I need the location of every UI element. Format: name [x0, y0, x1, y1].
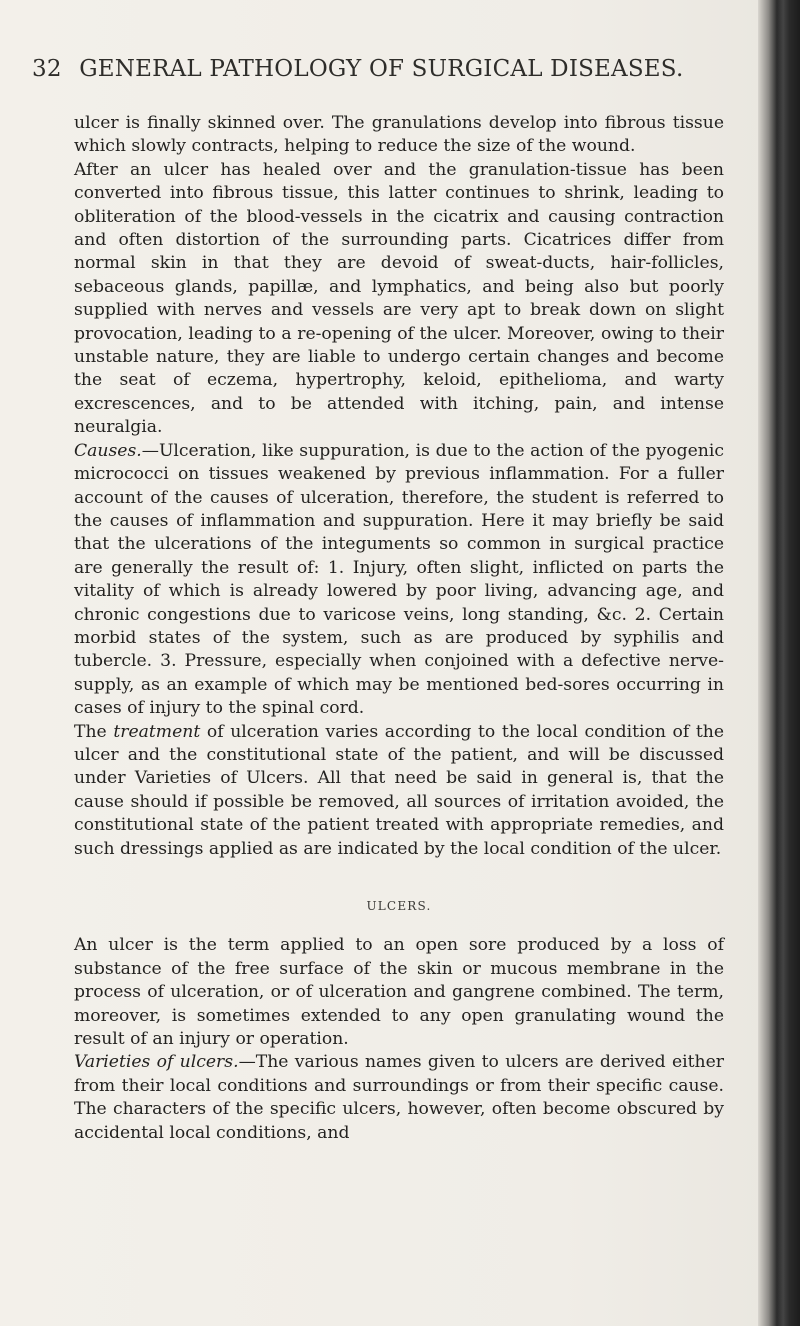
paragraph-text: After an ulcer has healed over and the granulation-tissue has been converted into fibrous tissue, this latter continues to shrink, leading to obliteration of the blood-vessels in the cicatrix and causing contraction and often distortion of the surrounding parts. Cicatrices differ from normal skin in that they are devoid of sweat-ducts, hair-follicles, sebaceous glands, papillæ, and lymphatics, and being also but poorly supplied with nerves and vessels are very apt to break down on slight provocation, leading to a re-opening of the ulcer. Moreover, owing to their unstable nature, they are liable to undergo certain changes and become the seat of eczema, hypertrophy, keloid, epithelioma, and warty excrescences, and to be attended with itching, pain, and intense neuralgia. [74, 159, 724, 438]
book-binding-edge [758, 0, 800, 1326]
paragraph-ulcer-definition [74, 934, 724, 1051]
paragraph-causes [74, 440, 724, 721]
paragraph-treatment [74, 721, 724, 861]
running-head [32, 56, 732, 82]
paragraph-cicatrices [74, 159, 724, 440]
paragraph-text: ulcer is finally skinned over. The granulations develop into fibrous tissue which slowly contracts, helping to reduce the size of the wound. [74, 113, 724, 157]
running-title: GENERAL PATHOLOGY OF SURGICAL DISEASES. [79, 56, 684, 82]
paragraph-varieties [74, 1051, 724, 1145]
paragraph-text: —The various names given to ulcers are derived either from their local conditions and surroundings or from their specific cause. The characters of the specific ulcers, however, often become obscured by accidental local conditions, and [74, 1052, 724, 1143]
body-text [74, 112, 724, 1145]
page-number: 32 [32, 56, 62, 82]
paragraph-lead-causes: Causes. [74, 440, 142, 461]
paragraph-lead-varieties: Varieties of ulcers. [74, 1052, 239, 1073]
paragraph-text: of ulceration varies according to the local condition of the ulcer and the constitutional state of the patient, and will be discussed under Varieties of Ulcers. All that need be said in general is, that the cause should if possible be removed, all sources of irritation avoided, the constitutional state of the patient treated with appropriate remedies, and such dressings applied as are indicated by the local condition of the ulcer. [74, 721, 724, 859]
paragraph-continuation [74, 112, 724, 159]
paragraph-em-treatment: treatment [113, 721, 201, 742]
paragraph-text: An ulcer is the term applied to an open sore produced by a loss of substance of the free surface of the skin or mucous membrane in the process of ulceration, or of ulceration and gangrene combined. The term, moreover, is sometimes extended to any open granulating wound the result of an injury or operation. [74, 935, 724, 1050]
paragraph-prefix: The [74, 721, 114, 742]
paragraph-text: —Ulceration, like suppuration, is due to the action of the pyogenic micrococci on tissues weakened by previous inflammation. For a fuller account of the causes of ulceration, therefore, the student is referred to the causes of inflammation and suppuration. Here it may briefly be said that the ulcerations of the integuments so common in surgical practice are generally the result of: 1. Injury, often slight, inflicted on parts the vitality of which is already lowered by poor living, advancing age, and chronic congestions due to varicose veins, long standing, &c. 2. Certain morbid states of the system, such as are produced by syphilis and tubercle. 3. Pressure, especially when conjoined with a defective nerve-supply, as an example of which may be mentioned bed-sores occurring in cases of injury to the spinal cord. [74, 440, 724, 719]
section-heading-ulcers: ULCERS. [366, 899, 432, 913]
